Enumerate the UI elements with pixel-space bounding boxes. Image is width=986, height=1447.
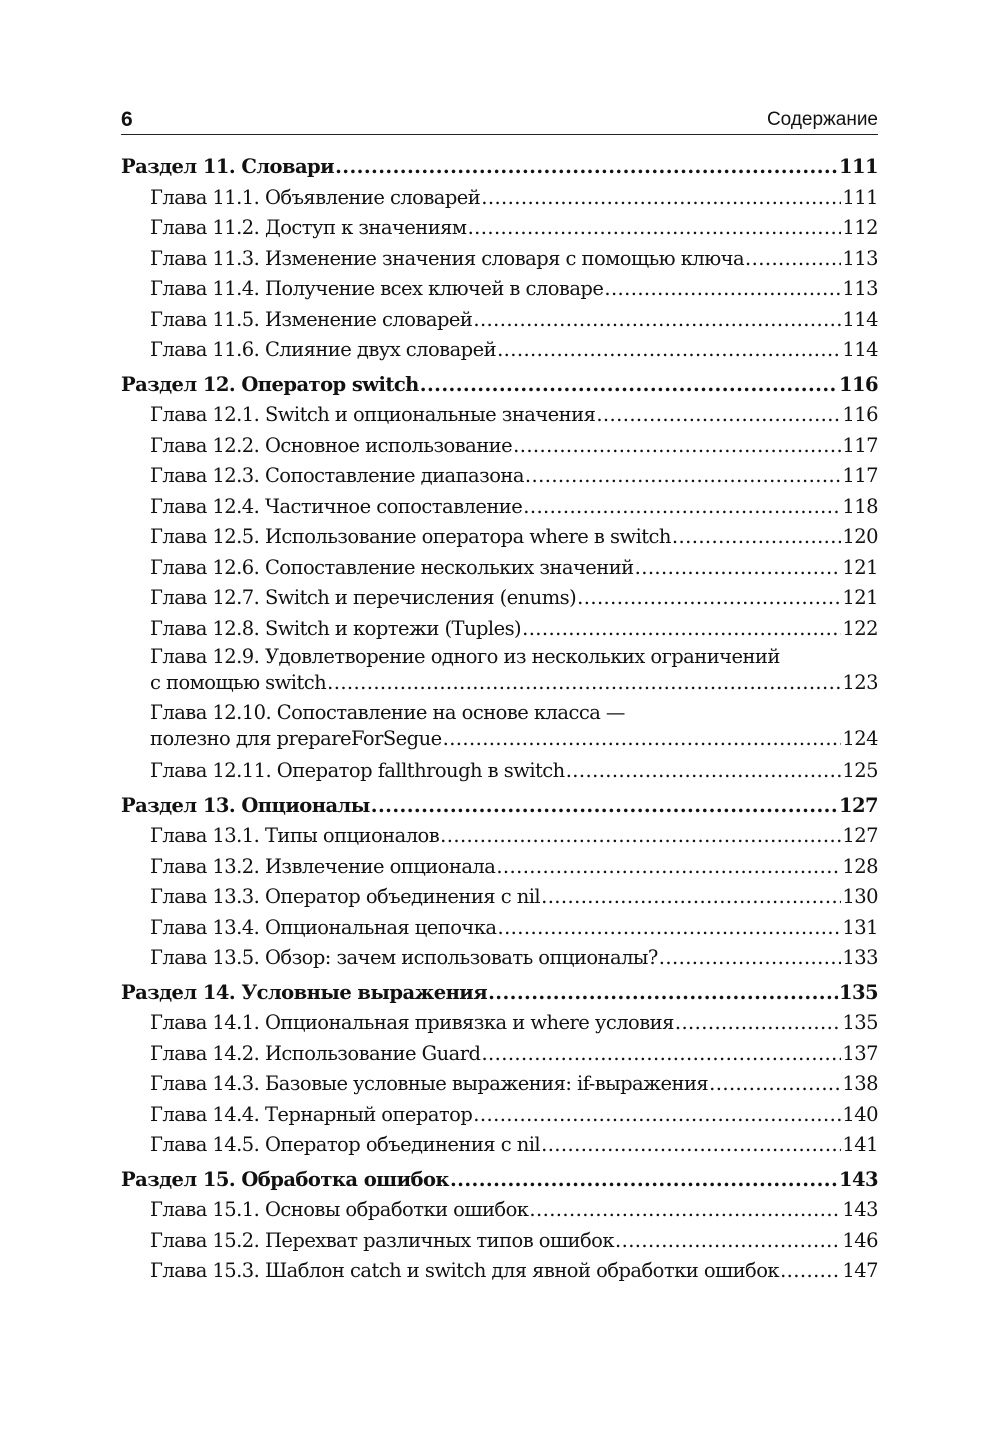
chapter-title: Глава 13.5. Обзор: зачем использовать опционалы?	[150, 946, 658, 969]
chapter-page-number: 123	[842, 671, 878, 694]
dot-leader	[473, 1100, 841, 1131]
toc-section	[121, 978, 878, 1161]
chapter-title: Глава 12.8. Switch и кортежи (Tuples)	[150, 616, 522, 640]
chapter-title: Глава 11.4. Получение всех ключей в словаре	[150, 277, 604, 300]
chapter-title: Глава 12.7. Switch и перечисления (enums)	[150, 586, 577, 609]
chapter-page-number: 112	[842, 216, 878, 239]
chapter-title: Глава 12.10. Сопоставление на основе класса —	[150, 701, 625, 724]
chapter-page-number: 116	[842, 403, 878, 426]
chapter-entry[interactable]	[121, 274, 878, 305]
chapter-entry[interactable]	[121, 492, 878, 523]
chapter-title: Глава 12.9. Удовлетворение одного из нескольких ограничений	[150, 645, 780, 668]
chapter-page-number: 143	[842, 1198, 878, 1221]
page-number: 6	[121, 108, 133, 131]
chapter-title: Глава 11.3. Изменение значения словаря с помощью ключа	[150, 246, 745, 270]
chapter-page-number: 117	[842, 464, 878, 487]
chapter-title: Глава 14.3. Базовые условные выражения: if-выражения	[150, 1072, 709, 1095]
chapter-title: Глава 12.6. Сопоставление нескольких значений	[150, 555, 634, 579]
chapter-page-number: 138	[842, 1072, 878, 1095]
dot-leader	[780, 1256, 841, 1287]
section-title: Раздел 15. Обработка ошибок	[121, 1167, 449, 1191]
section-page-number: 111	[838, 155, 878, 178]
chapter-entry[interactable]	[121, 1195, 878, 1226]
chapter-title: Глава 12.3. Сопоставление диапазона	[150, 464, 524, 487]
chapter-page-number: 121	[842, 586, 878, 609]
chapter-title: Глава 14.2. Использование Guard	[150, 1041, 481, 1065]
chapter-entry[interactable]	[121, 335, 878, 366]
chapter-entry[interactable]	[121, 756, 878, 787]
chapter-title: Глава 13.4. Опциональная цепочка	[150, 915, 497, 939]
chapter-page-number: 125	[842, 759, 878, 782]
chapter-entry[interactable]	[121, 461, 878, 492]
chapter-entry[interactable]	[121, 882, 878, 913]
dot-leader	[635, 553, 842, 584]
dot-leader	[327, 670, 841, 696]
chapter-title: Глава 15.3. Шаблон catch и switch для явной обработки ошибок	[150, 1259, 780, 1282]
chapter-entry[interactable]	[121, 913, 878, 944]
chapter-page-number: 122	[842, 616, 878, 640]
dot-leader	[371, 791, 838, 822]
toc-section	[121, 152, 878, 366]
chapter-entry[interactable]	[121, 183, 878, 214]
dot-leader	[659, 943, 842, 974]
dot-leader	[541, 882, 841, 913]
chapter-title: Глава 14.5. Оператор объединения с nil	[150, 1133, 541, 1156]
dot-leader	[604, 274, 841, 305]
dot-leader	[541, 1130, 841, 1161]
chapter-title: Глава 13.2. Извлечение опционала	[150, 854, 496, 878]
chapter-page-number: 113	[842, 277, 878, 300]
chapter-page-number: 114	[842, 307, 878, 331]
dot-leader	[672, 522, 842, 553]
dot-leader	[709, 1069, 841, 1100]
chapter-entry[interactable]	[121, 943, 878, 974]
chapter-page-number: 140	[842, 1102, 878, 1126]
chapter-entry[interactable]	[121, 522, 878, 553]
chapter-entry[interactable]	[121, 1256, 878, 1287]
chapter-title: Глава 11.1. Объявление словарей	[150, 185, 481, 209]
dot-leader	[497, 335, 841, 366]
toc-section	[121, 791, 878, 974]
chapter-page-number: 146	[842, 1228, 878, 1252]
chapter-entry[interactable]	[121, 614, 878, 645]
chapter-page-number: 118	[842, 494, 878, 518]
section-entry[interactable]	[121, 791, 878, 822]
section-page-number: 135	[838, 980, 878, 1004]
dot-leader	[420, 370, 838, 401]
chapter-entry[interactable]	[121, 400, 878, 431]
dot-leader	[525, 461, 842, 492]
chapter-entry[interactable]	[121, 553, 878, 584]
chapter-page-number: 111	[842, 185, 878, 209]
section-entry[interactable]	[121, 370, 878, 401]
chapter-title: Глава 13.3. Оператор объединения с nil	[150, 885, 541, 908]
dot-leader	[596, 400, 841, 431]
chapter-title: Глава 15.1. Основы обработки ошибок	[150, 1198, 529, 1221]
page-header	[121, 104, 878, 135]
chapter-page-number: 128	[842, 854, 878, 878]
chapter-title: Глава 12.2. Основное использование	[150, 433, 513, 457]
dot-leader	[440, 821, 841, 852]
chapter-entry[interactable]	[121, 1008, 878, 1039]
chapter-title: Глава 14.1. Опциональная привязка и where условия	[150, 1011, 674, 1034]
dot-leader	[468, 213, 842, 244]
section-title: Раздел 13. Опционалы	[121, 793, 370, 817]
dot-leader	[473, 305, 841, 336]
chapter-title-continuation: полезно для prepareForSegue	[150, 727, 442, 750]
dot-leader	[443, 726, 842, 752]
dot-leader	[513, 431, 841, 462]
chapter-title: Глава 14.4. Тернарный оператор	[150, 1102, 473, 1126]
running-title: Содержание	[766, 109, 878, 130]
dot-leader	[335, 152, 838, 183]
chapter-page-number: 124	[842, 727, 878, 750]
chapter-page-number: 114	[842, 338, 878, 361]
chapter-page-number: 130	[842, 885, 878, 908]
chapter-entry[interactable]	[121, 1039, 878, 1070]
chapter-page-number: 135	[842, 1011, 878, 1034]
chapter-page-number: 113	[842, 246, 878, 270]
chapter-page-number: 131	[842, 915, 878, 939]
section-entry[interactable]	[121, 1165, 878, 1196]
chapter-entry[interactable]	[121, 1226, 878, 1257]
chapter-title: Глава 11.2. Доступ к значениям	[150, 216, 467, 239]
chapter-entry[interactable]	[121, 644, 878, 696]
section-title: Раздел 14. Условные выражения	[121, 980, 488, 1004]
chapter-entry[interactable]	[121, 700, 878, 752]
section-page-number: 127	[838, 793, 878, 817]
chapter-title: Глава 13.1. Типы опционалов	[150, 824, 440, 847]
section-entry[interactable]	[121, 978, 878, 1009]
chapter-title: Глава 15.2. Перехват различных типов ошибок	[150, 1228, 615, 1252]
toc-section	[121, 370, 878, 787]
section-entry[interactable]	[121, 152, 878, 183]
dot-leader	[481, 183, 841, 214]
chapter-page-number: 147	[842, 1259, 878, 1282]
chapter-entry[interactable]	[121, 821, 878, 852]
chapter-entry[interactable]	[121, 1100, 878, 1131]
section-title: Раздел 11. Словари	[121, 155, 335, 178]
dot-leader	[496, 852, 841, 883]
dot-leader	[523, 492, 841, 523]
chapter-title-continuation: с помощью switch	[150, 671, 327, 694]
chapter-page-number: 137	[842, 1041, 878, 1065]
dot-leader	[522, 614, 841, 645]
chapter-title: Глава 12.5. Использование оператора where в switch	[150, 525, 671, 548]
chapter-entry[interactable]	[121, 213, 878, 244]
chapter-entry[interactable]	[121, 1130, 878, 1161]
dot-leader	[481, 1039, 841, 1070]
chapter-entry[interactable]	[121, 583, 878, 614]
chapter-title: Глава 12.11. Оператор fallthrough в switch	[150, 759, 565, 782]
dot-leader	[529, 1195, 841, 1226]
chapter-title: Глава 11.5. Изменение словарей	[150, 307, 473, 331]
chapter-title: Глава 12.4. Частичное сопоставление	[150, 494, 523, 518]
chapter-entry[interactable]	[121, 244, 878, 275]
chapter-page-number: 120	[842, 525, 878, 548]
chapter-title: Глава 11.6. Слияние двух словарей	[150, 338, 497, 361]
section-page-number: 116	[838, 372, 878, 396]
chapter-page-number: 133	[842, 946, 878, 969]
dot-leader	[615, 1226, 841, 1257]
table-of-contents	[121, 152, 878, 1291]
dot-leader	[745, 244, 841, 275]
chapter-title: Глава 12.1. Switch и опциональные значения	[150, 403, 596, 426]
chapter-page-number: 141	[842, 1133, 878, 1156]
dot-leader	[675, 1008, 842, 1039]
section-title: Раздел 12. Оператор switch	[121, 372, 419, 396]
dot-leader	[497, 913, 841, 944]
dot-leader	[566, 756, 842, 787]
chapter-entry[interactable]	[121, 305, 878, 336]
chapter-page-number: 121	[842, 555, 878, 579]
chapter-entry[interactable]	[121, 852, 878, 883]
chapter-page-number: 127	[842, 824, 878, 847]
dot-leader	[488, 978, 838, 1009]
dot-leader	[450, 1165, 838, 1196]
chapter-entry[interactable]	[121, 1069, 878, 1100]
toc-section	[121, 1165, 878, 1287]
dot-leader	[577, 583, 841, 614]
section-page-number: 143	[838, 1167, 878, 1191]
chapter-entry[interactable]	[121, 431, 878, 462]
chapter-page-number: 117	[842, 433, 878, 457]
